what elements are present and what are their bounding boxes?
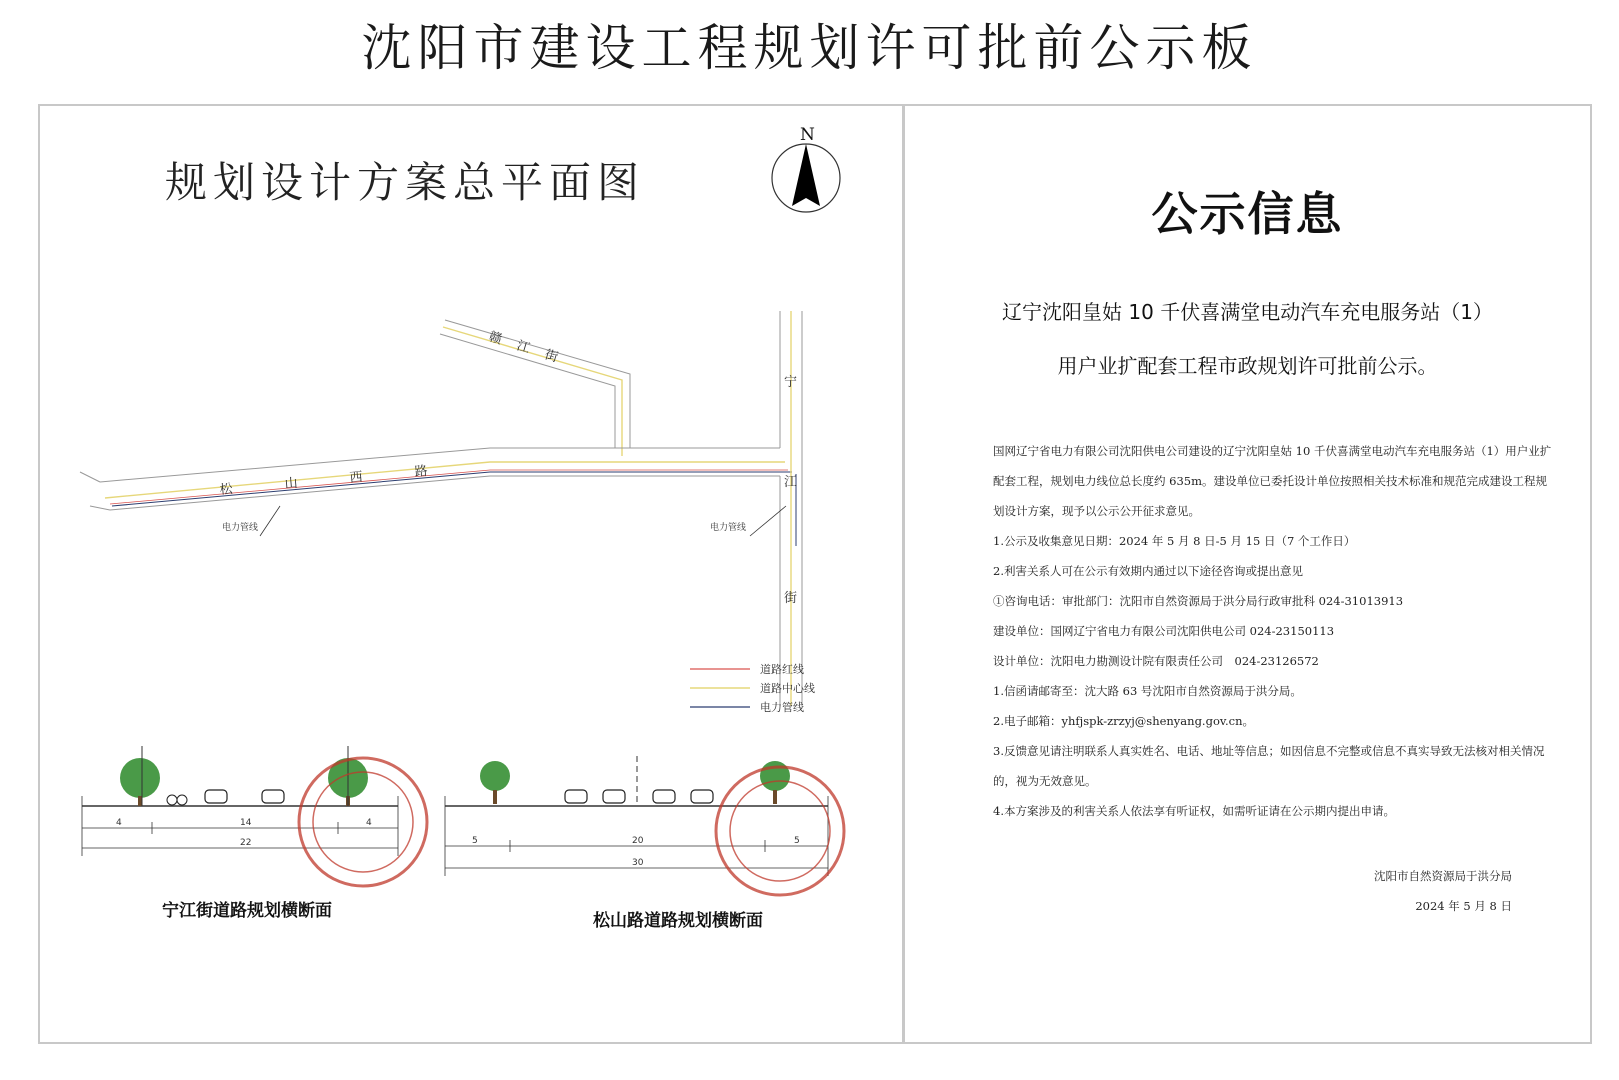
info-title: 公示信息 (1151, 187, 1344, 241)
dim-label: 14 (240, 818, 252, 828)
dim-label: 4 (116, 818, 122, 828)
pipe-label-left: 电力管线 (222, 523, 259, 533)
street-char: 江 (784, 475, 798, 490)
info-heading-line2: 用户业扩配套工程市政规划许可批前公示。 (1057, 354, 1438, 378)
board-title: 沈阳市建设工程规划许可批前公示板 (361, 19, 1258, 77)
cross-section-songshan (445, 756, 828, 876)
signature-org: 沈阳市自然资源局于洪分局 (1374, 869, 1512, 883)
road-ganjiang (440, 320, 630, 456)
road-songshan-west (80, 448, 792, 510)
north-arrow-icon (772, 125, 840, 212)
cross-section-ningjiang (82, 746, 398, 856)
legend (690, 662, 815, 714)
signature-date: 2024 年 5 月 8 日 (1415, 899, 1512, 913)
info-paragraph: 建设单位：国网辽宁省电力有限公司沈阳供电公司 024-23150113 (993, 624, 1335, 638)
info-paragraph: 1.公示及收集意见日期：2024 年 5 月 8 日-5 月 15 日（7 个工作日） (993, 534, 1356, 548)
info-body (993, 436, 1553, 826)
legend-label: 电力管线 (760, 701, 804, 714)
section-label-songshan: 松山路道路规划横断面 (593, 911, 763, 931)
info-paragraph: 2.利害关系人可在公示有效期内通过以下途径咨询或提出意见 (993, 564, 1303, 578)
street-char: 江 (514, 338, 532, 357)
site-plan-panel (38, 104, 904, 1044)
street-char: 路 (414, 463, 429, 480)
street-char: 赣 (486, 329, 504, 348)
plan-title: 规划设计方案总平面图 (165, 158, 646, 207)
dim-label: 22 (240, 838, 252, 848)
notice-info-panel (903, 104, 1592, 1044)
info-paragraph: 4.本方案涉及的利害关系人依法享有听证权，如需听证请在公示期内提出申请。 (993, 804, 1395, 818)
street-char: 宁 (784, 375, 798, 390)
info-paragraph: 3.反馈意见请注明联系人真实姓名、电话、地址等信息；如因信息不完整或信息不真实导致无法核对相关情况的，视为无效意见。 (993, 744, 1545, 788)
info-paragraph: 1.信函请邮寄至：沈大路 63 号沈阳市自然资源局于洪分局。 (993, 684, 1302, 698)
street-char: 山 (284, 475, 299, 492)
dim-label: 4 (366, 818, 372, 828)
north-label: N (800, 125, 815, 145)
dim-label: 5 (472, 836, 478, 846)
street-char: 街 (542, 347, 560, 366)
section-label-ningjiang: 宁江街道路规划横断面 (162, 901, 332, 921)
street-char: 西 (349, 469, 364, 486)
info-email: 2.电子邮箱：yhfjspk-zrzyj@shenyang.gov.cn。 (993, 714, 1255, 728)
dim-label: 30 (632, 858, 644, 868)
legend-label: 道路红线 (760, 663, 804, 676)
info-paragraph: ①咨询电话：审批部门：沈阳市自然资源局于洪分局行政审批科 024-31013913 (993, 594, 1404, 608)
street-char: 松 (219, 481, 234, 498)
info-heading-line1: 辽宁沈阳皇姑 10 千伏喜满堂电动汽车充电服务站（1） (1002, 300, 1493, 324)
info-paragraph: 国网辽宁省电力有限公司沈阳供电公司建设的辽宁沈阳皇姑 10 千伏喜满堂电动汽车充电服务站（1）用户业扩配套工程，规划电力线位总长度约 635m。建设单位已委托设计单位按照相关技术标准和规范完成建设工程规划设计方案，现予以公示公开征求意见。 (993, 444, 1552, 518)
street-char: 街 (784, 591, 798, 606)
dim-label: 5 (794, 836, 800, 846)
info-paragraph: 设计单位：沈阳电力勘测设计院有限责任公司 024-23126572 (993, 654, 1319, 668)
legend-label: 道路中心线 (760, 682, 815, 695)
pipe-label-right: 电力管线 (710, 523, 747, 533)
dim-label: 20 (632, 836, 644, 846)
